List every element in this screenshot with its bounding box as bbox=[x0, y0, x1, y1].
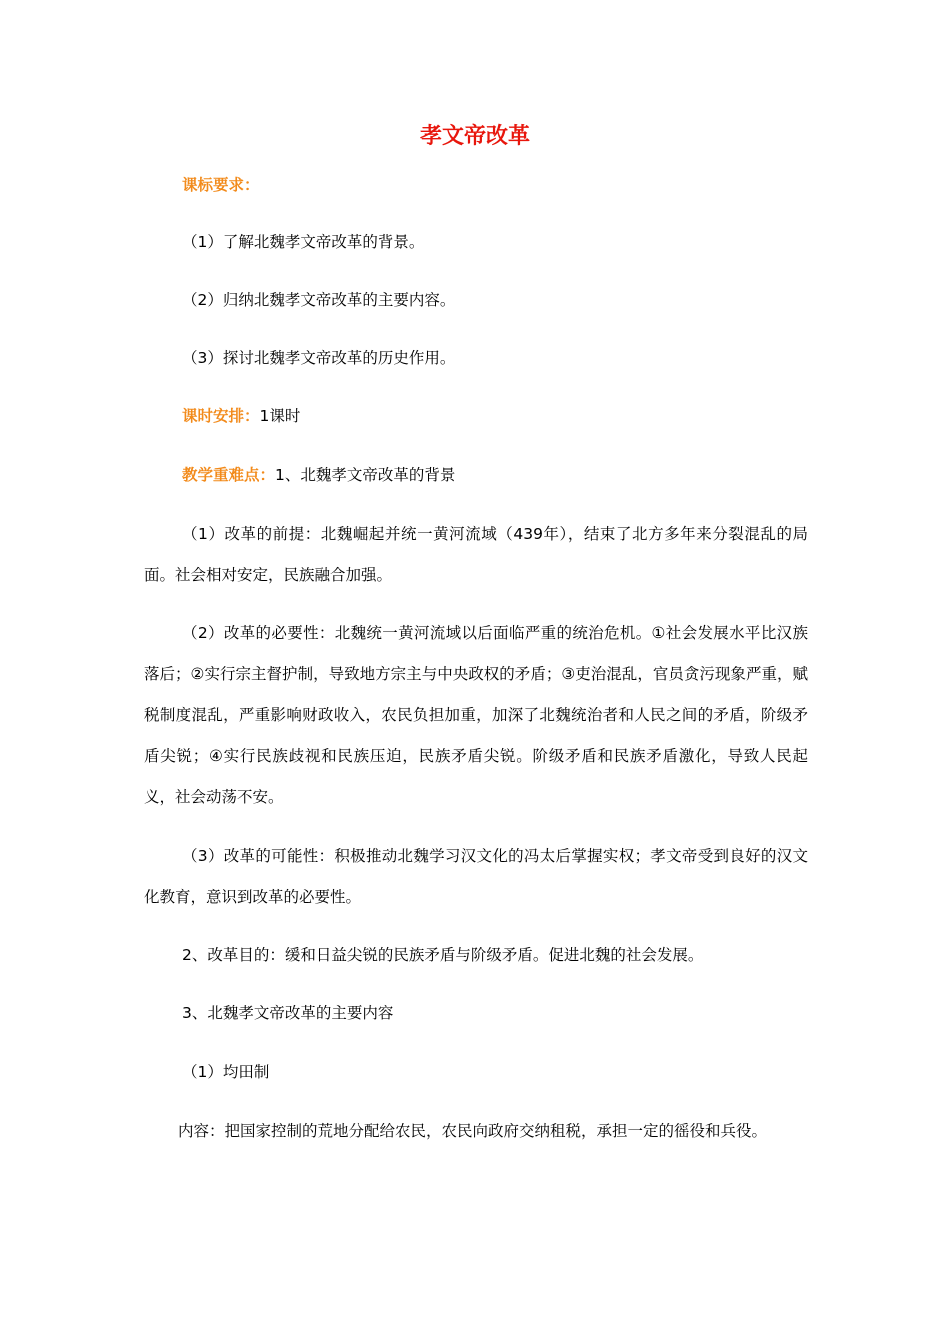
schedule-label: 课时安排： bbox=[182, 407, 260, 425]
schedule-value: 1课时 bbox=[259, 407, 301, 425]
key-points-line bbox=[182, 464, 455, 486]
main-content-heading: 3、北魏孝文帝改革的主要内容 bbox=[182, 1004, 394, 1022]
land-system-heading: （1）均田制 bbox=[182, 1063, 270, 1081]
document-title: 孝文帝改革 bbox=[419, 124, 530, 149]
background-paragraph-3: （3）改革的可能性：积极推动北魏学习汉文化的冯太后掌握实权；孝文帝受到良好的汉文化教育，意识到改革的必要性。 bbox=[144, 847, 808, 906]
requirement-item-2: （2）归纳北魏孝文帝改革的主要内容。 bbox=[182, 291, 456, 309]
key-points-label: 教学重难点： bbox=[182, 466, 276, 484]
land-system-content: 内容：把国家控制的荒地分配给农民，农民向政府交纳租税，承担一定的徭役和兵役。 bbox=[178, 1122, 768, 1140]
background-paragraph-2: （2）改革的必要性：北魏统一黄河流域以后面临严重的统治危机。①社会发展水平比汉族落后；②实行宗主督护制，导致地方宗主与中央政权的矛盾；③吏治混乱，官员贪污现象严重，赋税制度混乱，严重影响财政收入，农民负担加重，加深了北魏统治者和人民之间的矛盾，阶级矛盾尖锐；④实行民族歧视和民族压迫，民族矛盾尖锐。阶级矛盾和民族矛盾激化，导致人民起义，社会动荡不安。 bbox=[144, 624, 808, 806]
course-requirements-label: 课标要求： bbox=[182, 176, 260, 194]
background-paragraph-1: （1）改革的前提：北魏崛起并统一黄河流域（439年），结束了北方多年来分裂混乱的局面。社会相对安定，民族融合加强。 bbox=[144, 525, 808, 584]
reform-goal: 2、改革目的：缓和日益尖锐的民族矛盾与阶级矛盾。促进北魏的社会发展。 bbox=[182, 946, 704, 964]
requirement-item-3: （3）探讨北魏孝文帝改革的历史作用。 bbox=[182, 349, 456, 367]
schedule-line bbox=[182, 405, 300, 427]
key-points-value: 1、北魏孝文帝改革的背景 bbox=[275, 466, 456, 484]
requirement-item-1: （1）了解北魏孝文帝改革的背景。 bbox=[182, 233, 425, 251]
